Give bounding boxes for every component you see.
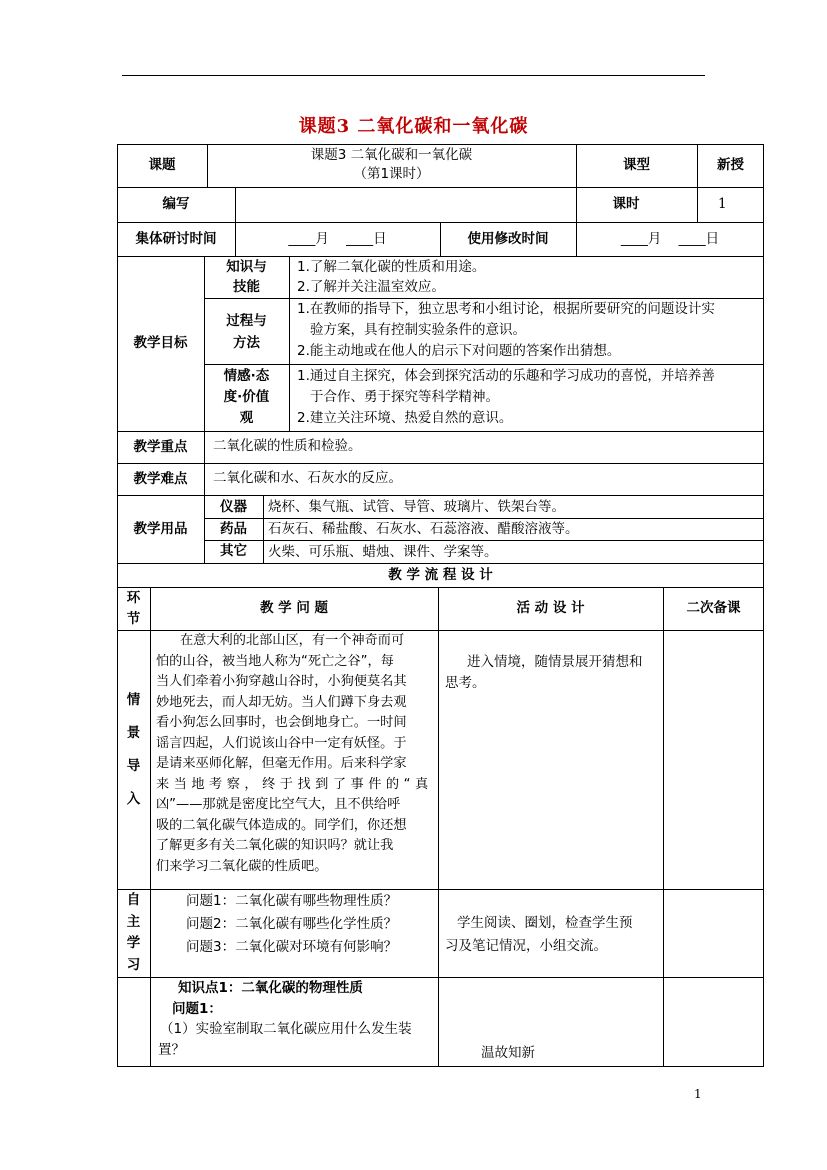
materials-row-value: 火柴、可乐瓶、蜡烛、课件、学案等。 [268, 544, 498, 560]
story-line: 看小狗怎么回事时，也会倒地身亡。一时间 [156, 715, 407, 730]
stage-char: 情 [126, 692, 141, 708]
emotion-item: 1.通过自主探究，体会到探究活动的乐趣和学习成功的喜悦，并培养善 [297, 368, 715, 384]
flow-title: 教 学 流 程 设 计 [388, 566, 493, 583]
col-notes: 二次备课 [686, 600, 741, 616]
materials-row-value: 石灰石、稀盐酸、石灰水、石蕊溶液、醋酸溶液等。 [268, 521, 579, 537]
knowledge-label-line1: 知识与 [226, 259, 267, 275]
topic-label: 课题 [148, 157, 176, 173]
header-rule [122, 75, 705, 76]
col-stage-line1: 环 [126, 590, 141, 606]
research-time-value: ____月 ____日 [288, 231, 387, 247]
self-study-stage [117, 890, 150, 976]
research-time-label: 集体研讨时间 [135, 231, 217, 247]
hours-value: 1 [718, 196, 727, 212]
stage-char: 景 [126, 725, 141, 741]
goals-label: 教学目标 [133, 335, 188, 351]
difficulty-label: 教学难点 [133, 470, 188, 487]
page-title: 课题3 二氧化碳和一氧化碳 [298, 116, 529, 137]
story-line: 在意大利的北部山区，有一个神奇而可 [180, 633, 405, 648]
question-line: 问题3：二氧化碳对环境有何影响？ [186, 939, 398, 955]
emotion-label-line2: 度·价值 [223, 389, 270, 405]
col-stage [117, 588, 150, 630]
col-problem: 教 学 问 题 [259, 600, 329, 616]
materials-row-label: 仪器 [220, 498, 247, 515]
emotion-label-line1: 情感·态 [223, 368, 270, 384]
self-study-questions [186, 890, 397, 959]
stage-char: 入 [126, 791, 141, 807]
key-point-value: 二氧化碳的性质和检验。 [213, 438, 362, 454]
type-label: 课型 [623, 157, 650, 173]
hours-label: 课时 [612, 196, 640, 212]
process-label-line1: 过程与 [226, 313, 267, 329]
knowledge-activity: 温故知新 [481, 1045, 535, 1061]
story-line: 来当地考察，终于找到了事件的“真 [156, 776, 433, 792]
emotion-label [204, 366, 289, 429]
story-line: 们来学习二氧化碳的性质吧。 [156, 858, 328, 874]
revise-time-label: 使用修改时间 [467, 231, 549, 247]
col-stage-line2: 节 [126, 611, 141, 627]
story-line: 当人们牵着小狗穿越山谷时，小狗便莫名其 [156, 674, 407, 689]
question-line: 问题1：二氧化碳有哪些物理性质？ [186, 893, 398, 909]
activity-line: 思考。 [445, 675, 486, 691]
materials-row-label: 药品 [220, 520, 247, 537]
emotion-label-line3: 观 [239, 410, 254, 426]
knowledge-point-heading: 知识点1：二氧化碳的物理性质 [178, 980, 363, 996]
intro-activity [445, 652, 643, 694]
topic-value-line2: （第1课时） [353, 166, 430, 182]
question-line: 问题2：二氧化碳有哪些化学性质？ [186, 916, 398, 932]
activity-line: 学生阅读、圈划，检查学生预 [457, 915, 633, 931]
process-item: 1.在教师的指导下，独立思考和小组讨论，根据所要研究的问题设计实 [297, 301, 715, 317]
story-line: 吸的二氧化碳气体造成的。同学们，你还想 [156, 817, 407, 833]
story-line: 妙地死去，而人却无妨。当人们蹲下身去观 [156, 694, 407, 710]
key-point-label: 教学重点 [133, 438, 188, 455]
emotion-item: 于合作、勇于探究等科学精神。 [310, 389, 499, 405]
intro-stage [117, 684, 150, 816]
stage-char: 导 [126, 758, 141, 774]
stage-char: 主 [126, 913, 141, 930]
story-line: 怕的山谷，被当地人称为“死亡之谷”，每 [156, 653, 394, 669]
knowledge-items [297, 257, 485, 297]
process-label [204, 310, 289, 354]
story-line: 凶”——那就是密度比空气大，且不供给呼 [156, 797, 401, 812]
materials-label: 教学用品 [133, 520, 188, 537]
knowledge-label [204, 257, 289, 297]
topic-value-line1: 课题3 二氧化碳和一氧化碳 [310, 147, 473, 163]
knowledge-item: 1.了解二氧化碳的性质和用途。 [297, 259, 486, 275]
difficulty-value: 二氧化碳和水、石灰水的反应。 [213, 470, 402, 486]
process-item: 验方案，具有控制实验条件的意识。 [310, 322, 526, 338]
intro-story [156, 631, 436, 877]
stage-char: 习 [126, 956, 141, 973]
story-line: 是请来巫师化解，但毫无作用。后来科学家 [156, 756, 407, 771]
process-items [297, 299, 715, 362]
story-line: 了解更多有关二氧化碳的知识吗？就让我 [156, 838, 394, 853]
process-item: 2.能主动地或在他人的启示下对问题的答案作出猜想。 [297, 343, 621, 359]
materials-row-value: 烧杯、集气瓶、试管、导管、玻璃片、铁架台等。 [268, 499, 565, 515]
knowledge-question-label: 问题1： [172, 1000, 222, 1017]
topic-value [207, 146, 576, 184]
page-number: 1 [694, 1087, 702, 1101]
self-study-activity [445, 912, 633, 958]
emotion-item: 2.建立关注环境、热爱自然的意识。 [297, 410, 513, 426]
knowledge-label-line2: 技能 [233, 279, 260, 295]
knowledge-line: 置？ [158, 1041, 185, 1058]
author-label: 编写 [162, 196, 190, 212]
knowledge-line: （1）实验室制取二氧化碳应用什么发生装 [160, 1021, 412, 1037]
stage-char: 自 [126, 892, 141, 908]
type-value: 新授 [717, 157, 744, 173]
process-label-line2: 方法 [233, 335, 260, 351]
revise-time-value: ____月 ____日 [620, 231, 720, 247]
activity-line: 进入情境，随情景展开猜想和 [467, 654, 643, 670]
activity-line: 习及笔记情况，小组交流。 [445, 938, 607, 954]
stage-char: 学 [126, 935, 141, 951]
col-activity: 活 动 设 计 [516, 600, 585, 616]
story-line: 谣言四起，人们说该山谷中一定有妖怪。于 [156, 735, 407, 751]
materials-row-label: 其它 [220, 543, 247, 559]
knowledge-point [158, 978, 412, 1060]
knowledge-item: 2.了解并关注温室效应。 [297, 279, 445, 295]
emotion-items [297, 366, 715, 429]
